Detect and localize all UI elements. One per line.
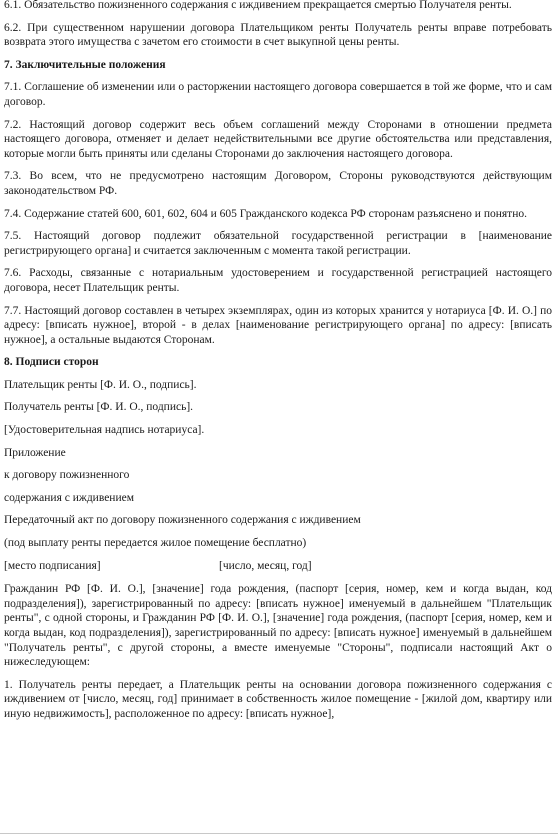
clause-7-5: 7.5. Настоящий договор подлежит обязательной государственной регистрации в [наименование регистрирующего органа] и считается заключенным с момента такой регистрации. [4, 230, 552, 257]
clause-7-4: 7.4. Содержание статей 600, 601, 602, 604 и 605 Гражданского кодекса РФ сторонам разъяснено и понятно. [4, 207, 527, 220]
place-date-row [4, 559, 552, 574]
appendix-subtitle-2: содержания с иждивением [4, 491, 134, 504]
clause-7-3: 7.3. Во всем, что не предусмотрено настоящим Договором, Стороны руководствуются действующим законодательством РФ. [4, 170, 552, 197]
signing-date: [число, месяц, год] [219, 559, 312, 572]
act-item-1: 1. Получатель ренты передает, а Плательщик ренты на основании договора пожизненного содержания с иждивением от [число, месяц, год] принимает в собственность жилое помещение - [жилой дом, квартиру или иную недвижимость], расположенное по адресу: [вписать нужное], [4, 678, 552, 720]
recipient-signature-line: Получатель ренты [Ф. И. О., подпись]. [4, 401, 194, 414]
signing-place: [место подписания] [4, 559, 101, 572]
parties-paragraph: Гражданин РФ [Ф. И. О.], [значение] года рождения, (паспорт [серия, номер, кем и когда выдан, код подразделения]), зарегистрированный по адресу: [вписать нужное] именуемый в дальнейшем "Плательщик ренты", с одной стороны, и Гражданин РФ [Ф. И. О.], [значение] года рождения, (паспорт [серия, номер, кем и когда выдан, код подразделения]), зарегистрированный по адресу: [вписать нужное] именуемый в дальнейшем "Получатель ренты", с другой стороны, а вместе именуемые "Стороны", подписали настоящий Акт о нижеследующем: [4, 583, 552, 669]
transfer-act-title: Передаточный акт по договору пожизненного содержания с иждивением [4, 514, 361, 527]
payer-signature-line: Плательщик ренты [Ф. И. О., подпись]. [4, 378, 197, 391]
notary-inscription: [Удостоверительная надпись нотариуса]. [4, 424, 205, 437]
clause-7-2: 7.2. Настоящий договор содержит весь объем соглашений между Сторонами в отношении предмета настоящего договора, отменяет и делает недействительными все другие обстоятельства или представления, которые могли быть приняты или сделаны Сторонами до заключения настоящего договора. [4, 118, 552, 160]
clause-7-1: 7.1. Соглашение об изменении или о расторжении настоящего договора совершается в той же форме, что и сам договор. [4, 81, 552, 108]
clause-6-1: 6.1. Обязательство пожизненного содержания с иждивением прекращается смертью Получателя ренты. [4, 0, 512, 11]
clause-7-7: 7.7. Настоящий договор составлен в четырех экземплярах, один из которых хранится у нотариуса [Ф. И. О.] по адресу: [вписать нужное], второй - в делах [наименование регистрирующего органа] по адресу: [вписать нужное], а остальные выдаются Сторонам. [4, 304, 552, 346]
clause-7-6: 7.6. Расходы, связанные с нотариальным удостоверением и государственной регистрацией настоящего договора, несет Плательщик ренты. [4, 267, 552, 294]
appendix-label: Приложение [4, 446, 66, 459]
appendix-subtitle-1: к договору пожизненного [4, 469, 130, 482]
clause-6-2: 6.2. При существенном нарушении договора Плательщиком ренты Получатель ренты вправе потребовать возврата этого имущества с зачетом его стоимости в счет выкупной цены ренты. [4, 21, 552, 49]
section-8-heading: 8. Подписи сторон [4, 356, 99, 369]
transfer-act-subtitle: (под выплату ренты передается жилое помещение бесплатно) [4, 537, 307, 550]
section-7-heading: 7. Заключительные положения [4, 58, 166, 71]
